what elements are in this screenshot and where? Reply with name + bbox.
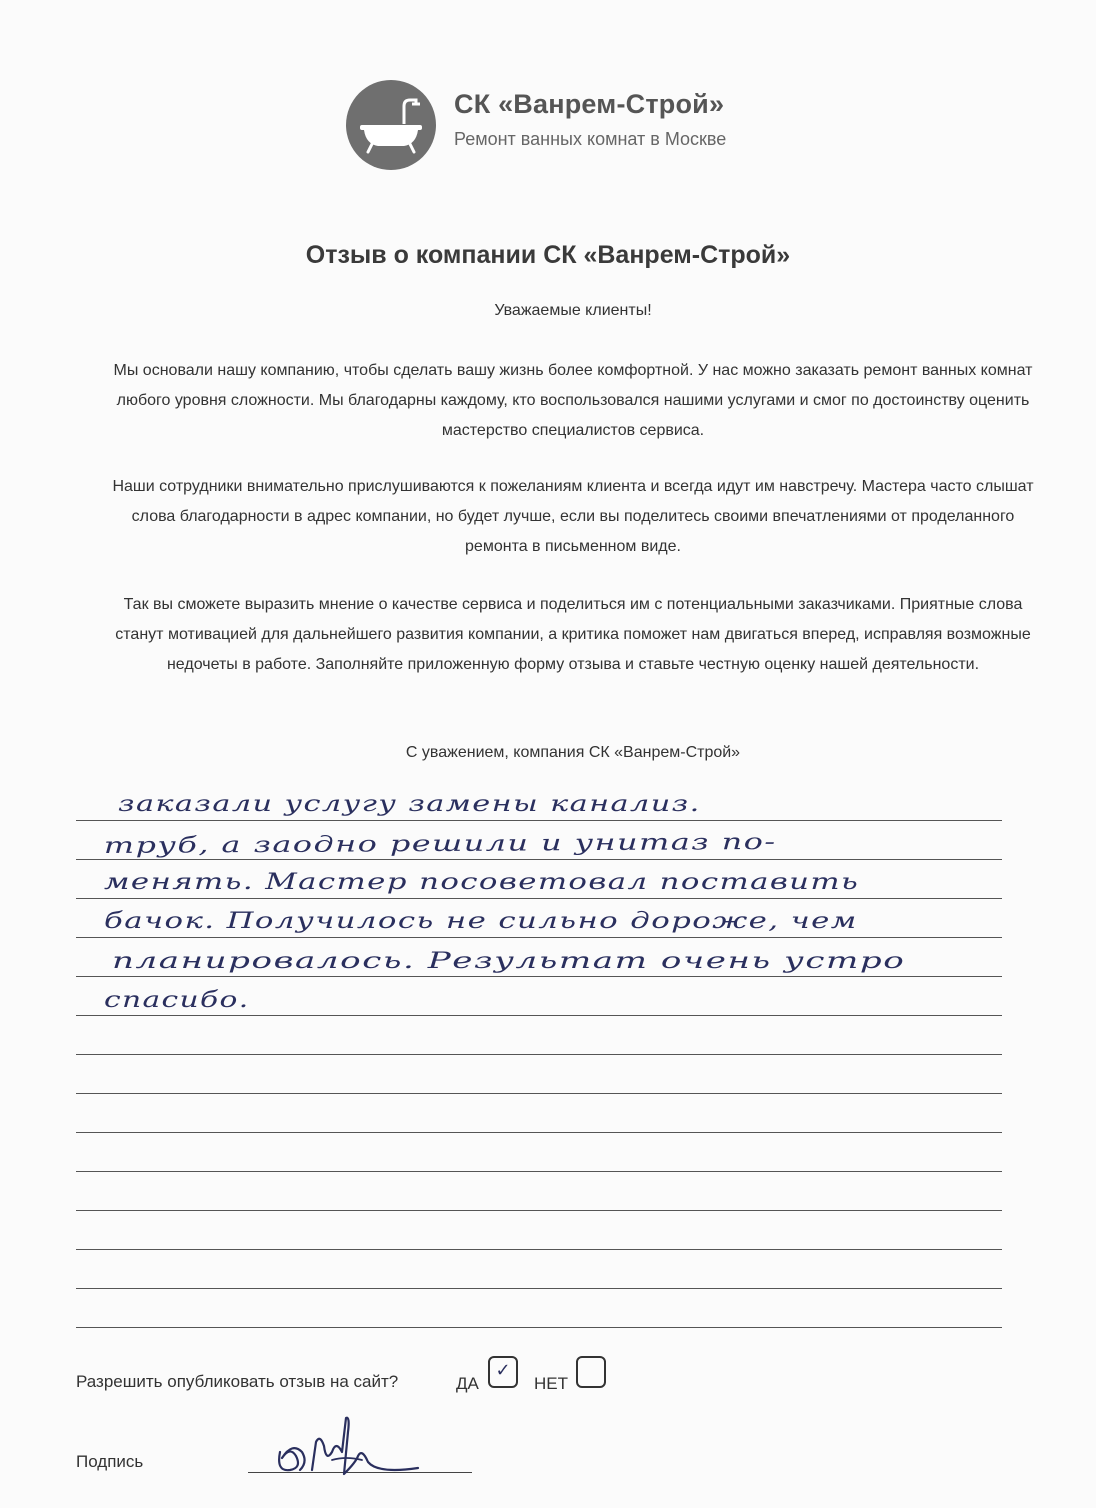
yes-label: ДА bbox=[456, 1374, 479, 1393]
document-title: Отзыв о компании СК «Ванрем-Строй» bbox=[305, 241, 791, 269]
brand-tagline: Ремонт ванных комнат в Москве bbox=[454, 129, 727, 149]
paragraph-1: Мы основали нашу компанию, чтобы сделать вашу жизнь более комфортной. У нас можно заказать ремонт ванных комнат любого уровня сложности. Мы благодарны каждому, кто воспользовался нашими услугами и смог по достоинству оценить мастерство специалистов сервиса. bbox=[113, 362, 1033, 439]
handwritten-line: заказали услугу замены канализ. bbox=[118, 792, 701, 817]
signature-label: Подпись bbox=[76, 1452, 144, 1471]
check-mark-icon: ✓ bbox=[495, 1360, 511, 1381]
brand-name: СК «Ванрем-Строй» bbox=[454, 89, 725, 119]
brand-block bbox=[454, 86, 854, 154]
no-checkbox[interactable] bbox=[576, 1356, 606, 1388]
ruled-line bbox=[76, 1093, 1002, 1094]
ruled-line bbox=[76, 1288, 1002, 1289]
handwritten-line: труб, а заодно решили и унитаз по- bbox=[103, 829, 777, 859]
ruled-line bbox=[76, 820, 1002, 821]
ruled-line bbox=[76, 1249, 1002, 1250]
ruled-line bbox=[76, 1171, 1002, 1172]
yes-checkbox[interactable] bbox=[488, 1356, 518, 1388]
bathtub-icon bbox=[346, 80, 436, 170]
handwritten-line: спасибо. bbox=[104, 988, 250, 1013]
paragraph-3: Так вы сможете выразить мнение о качестве сервиса и поделиться им с потенциальными заказчиками. Приятные слова станут мотивацией для дальнейшего развития компании, а критика поможет нам двигаться вперед, исправляя возможные недочеты в работе. Заполняйте приложенную форму отзыва и ставьте честную оценку нашей деятельности. bbox=[115, 596, 1031, 673]
no-label: НЕТ bbox=[534, 1374, 568, 1393]
ruled-line bbox=[76, 859, 1002, 860]
ruled-line bbox=[76, 1015, 1002, 1016]
closing-line: С уважением, компания СК «Ванрем-Строй» bbox=[405, 744, 741, 761]
ruled-line bbox=[76, 1054, 1002, 1055]
signature-scribble bbox=[272, 1412, 422, 1484]
ruled-line bbox=[76, 937, 1002, 938]
ruled-line bbox=[76, 1210, 1002, 1211]
publish-question: Разрешить опубликовать отзыв на сайт? bbox=[76, 1372, 399, 1391]
handwritten-line: менять. Мастер посоветовал поставить bbox=[104, 870, 860, 895]
ruled-line bbox=[76, 1132, 1002, 1133]
handwritten-line: планировалось. Результат очень устро bbox=[112, 949, 906, 974]
greeting: Уважаемые клиенты! bbox=[494, 302, 652, 319]
ruled-line bbox=[76, 898, 1002, 899]
ruled-line bbox=[76, 1327, 1002, 1328]
handwritten-line: бачок. Получилось не сильно дороже, чем bbox=[104, 909, 858, 934]
ruled-line bbox=[76, 976, 1002, 977]
paragraph-2: Наши сотрудники внимательно прислушиваются к пожеланиям клиента и всегда идут им навстречу. Мастера часто слышат слова благодарности в адрес компании, но будет лучше, если вы поделитесь своими впечатлениями от проделанного ремонта в письменном виде. bbox=[112, 478, 1034, 555]
